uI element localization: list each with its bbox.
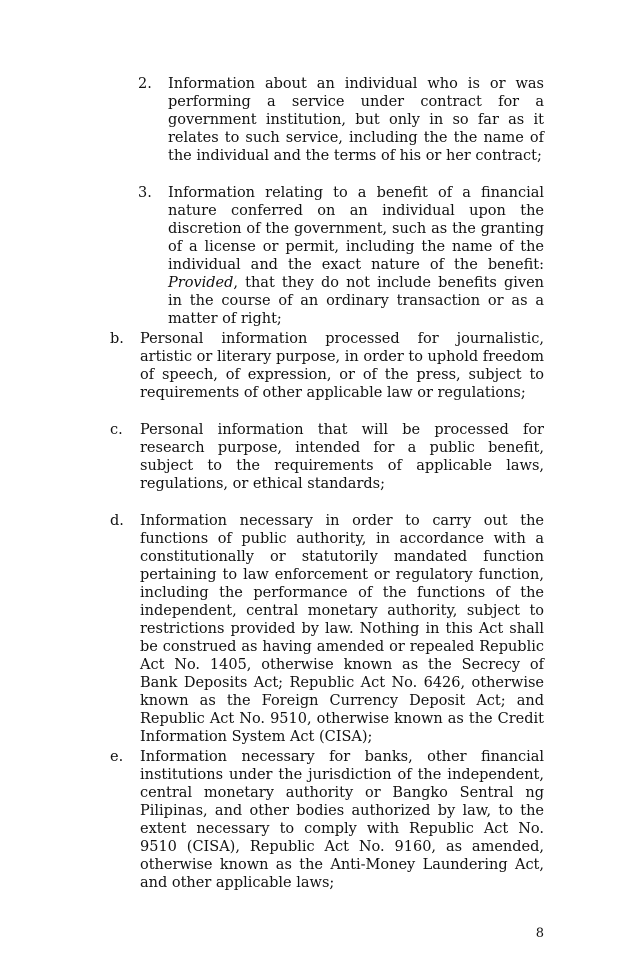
item-marker: d. [110, 513, 124, 529]
list-item-2 [138, 75, 544, 165]
item-text: Information necessary for banks, other financial institutions under the jurisdiction of the independent, central monetary authority or Bangko Sentral ng Pilipinas, and other bodies authorized by law, to the extent necessary to comply with Republic Act No. 9510 (CISA), Republic Act No. 9160, as amended, otherwise known as the Anti-Money Laundering Act, and other applicable laws; [140, 749, 544, 891]
provided-emphasis: Provided [168, 275, 234, 291]
item-text [168, 184, 544, 328]
list-item-c [110, 421, 544, 493]
item-marker: c. [110, 422, 123, 438]
item-marker: 2. [138, 76, 152, 92]
item-text: Personal information that will be processed for research purpose, intended for a public benefit, subject to the requirements of applicable laws, regulations, or ethical standards; [140, 422, 544, 492]
item-text-part: Information relating to a benefit of a financial nature conferred on an individual upon the discretion of the government, such as the granting of a license or permit, including the name of the individual and the exact nature of the benefit: [168, 185, 544, 273]
item-text-part: , that they do not include benefits given in the course of an ordinary transaction or as a matter of right; [168, 275, 544, 327]
list-item-b [110, 330, 544, 402]
item-marker: b. [110, 331, 124, 347]
list-item-3 [138, 184, 544, 328]
item-text: Information necessary in order to carry out the functions of public authority, in accordance with a constitutionally or statutorily mandated function pertaining to law enforcement or regulatory function, including the performance of the functions of the independent, central monetary authority, subject to restrictions provided by law. Nothing in this Act shall be construed as having amended or repealed Republic Act No. 1405, otherwise known as the Secrecy of Bank Deposits Act; Republic Act No. 6426, otherwise known as the Foreign Currency Deposit Act; and Republic Act No. 9510, otherwise known as the Credit Information System Act (CISA); [140, 513, 544, 745]
item-marker: e. [110, 749, 124, 765]
page-number: 8 [535, 926, 544, 941]
list-item-e [110, 748, 544, 892]
item-text: Information about an individual who is or was performing a service under contract for a government institution, but only in so far as it relates to such service, including the the name of the individual and the terms of his or her contract; [168, 76, 544, 164]
item-text: Personal information processed for journalistic, artistic or literary purpose, in order to uphold freedom of speech, of expression, or of the press, subject to requirements of other applicable law or regulations; [140, 331, 544, 401]
item-marker: 3. [138, 185, 152, 201]
list-item-d [110, 512, 544, 746]
